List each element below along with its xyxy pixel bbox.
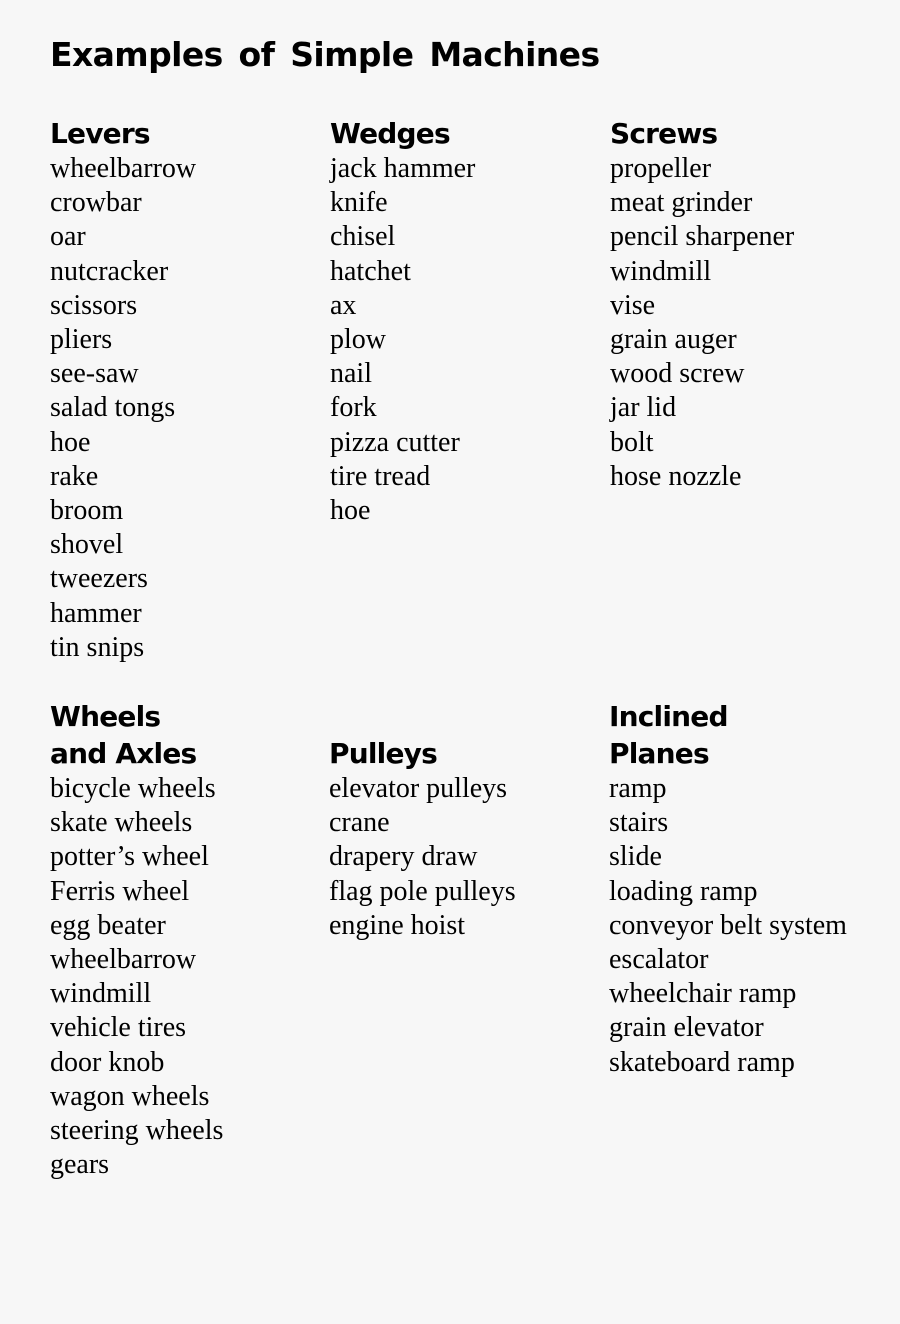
list-item: shovel xyxy=(50,529,124,561)
list-item: slide xyxy=(609,841,662,873)
list-item: ramp xyxy=(609,773,667,804)
list-item: wood screw xyxy=(610,358,745,390)
section-screws xyxy=(610,115,880,494)
list-item: drapery draw xyxy=(329,841,478,873)
section-levers xyxy=(50,115,320,665)
list-item: skate wheels xyxy=(50,807,193,839)
list-item: loading ramp xyxy=(609,875,758,907)
section-inclined-planes xyxy=(609,698,879,1080)
list-item: wheelbarrow xyxy=(50,944,197,976)
list-item: tire tread xyxy=(330,460,431,492)
list-item: fork xyxy=(330,392,377,424)
list-item: knife xyxy=(330,187,388,219)
item-list xyxy=(329,772,599,943)
section-heading xyxy=(50,698,320,772)
list-item: rake xyxy=(50,460,99,492)
list-item: engine hoist xyxy=(329,909,466,941)
item-list xyxy=(50,152,320,665)
section-heading-line: Wheels xyxy=(50,700,161,733)
list-item: flag pole pulleys xyxy=(329,875,516,907)
list-item: oar xyxy=(50,221,86,253)
list-item: tweezers xyxy=(50,563,148,595)
list-item: propeller xyxy=(610,153,712,184)
list-item: potter’s wheel xyxy=(50,841,209,873)
list-item: grain auger xyxy=(610,324,737,356)
list-item: bicycle wheels xyxy=(50,773,216,804)
list-item: see-saw xyxy=(50,358,139,390)
section-heading-line: Levers xyxy=(50,117,150,150)
list-item: conveyor belt system xyxy=(609,909,847,941)
list-item: crowbar xyxy=(50,187,142,219)
section-wedges xyxy=(330,115,600,528)
list-item: escalator xyxy=(609,944,709,976)
section-heading-line: Pulleys xyxy=(329,737,437,770)
list-item: hoe xyxy=(50,426,91,458)
list-item: pencil sharpener xyxy=(610,221,795,253)
list-item: tin snips xyxy=(50,631,145,663)
list-item: steering wheels xyxy=(50,1115,224,1147)
list-item: meat grinder xyxy=(610,187,753,219)
list-item: plow xyxy=(330,324,386,356)
list-item: wheelchair ramp xyxy=(609,978,797,1010)
list-item: vehicle tires xyxy=(50,1012,187,1044)
list-item: jar lid xyxy=(610,392,677,424)
list-item: ax xyxy=(330,289,357,321)
section-pulleys xyxy=(329,735,599,943)
section-heading xyxy=(330,115,600,152)
list-item: jack hammer xyxy=(330,153,476,184)
section-heading-line: Inclined xyxy=(609,700,728,733)
list-item: scissors xyxy=(50,289,138,321)
list-item: vise xyxy=(610,289,656,321)
list-item: broom xyxy=(50,495,124,527)
list-item: salad tongs xyxy=(50,392,176,424)
list-item: chisel xyxy=(330,221,396,253)
section-wheels-and-axles xyxy=(50,698,320,1182)
list-item: skateboard ramp xyxy=(609,1046,795,1078)
list-item: hose nozzle xyxy=(610,460,742,492)
section-heading xyxy=(50,115,320,152)
list-item: bolt xyxy=(610,426,654,458)
section-heading-line: Wedges xyxy=(330,117,450,150)
list-item: Ferris wheel xyxy=(50,875,190,907)
page-title: Examples of Simple Machines xyxy=(50,35,600,74)
list-item: door knob xyxy=(50,1046,165,1078)
list-item: nail xyxy=(330,358,372,390)
list-item: elevator pulleys xyxy=(329,773,508,804)
list-item: grain elevator xyxy=(609,1012,764,1044)
list-item: gears xyxy=(50,1149,110,1181)
item-list xyxy=(330,152,600,528)
list-item: pizza cutter xyxy=(330,426,460,458)
list-item: stairs xyxy=(609,807,669,839)
list-item: nutcracker xyxy=(50,255,169,287)
item-list xyxy=(610,152,880,494)
section-heading-line: Screws xyxy=(610,117,718,150)
item-list xyxy=(609,772,879,1080)
list-item: crane xyxy=(329,807,390,839)
item-list xyxy=(50,772,320,1182)
list-item: windmill xyxy=(50,978,152,1010)
section-heading xyxy=(329,735,599,772)
section-heading-line: and Axles xyxy=(50,737,197,770)
list-item: windmill xyxy=(610,255,712,287)
section-heading-line: Planes xyxy=(609,737,709,770)
list-item: wheelbarrow xyxy=(50,153,197,184)
list-item: hatchet xyxy=(330,255,411,287)
section-heading xyxy=(610,115,880,152)
list-item: wagon wheels xyxy=(50,1080,210,1112)
list-item: hoe xyxy=(330,495,371,527)
list-item: pliers xyxy=(50,324,113,356)
section-heading xyxy=(609,698,879,772)
list-item: egg beater xyxy=(50,909,166,941)
list-item: hammer xyxy=(50,597,142,629)
